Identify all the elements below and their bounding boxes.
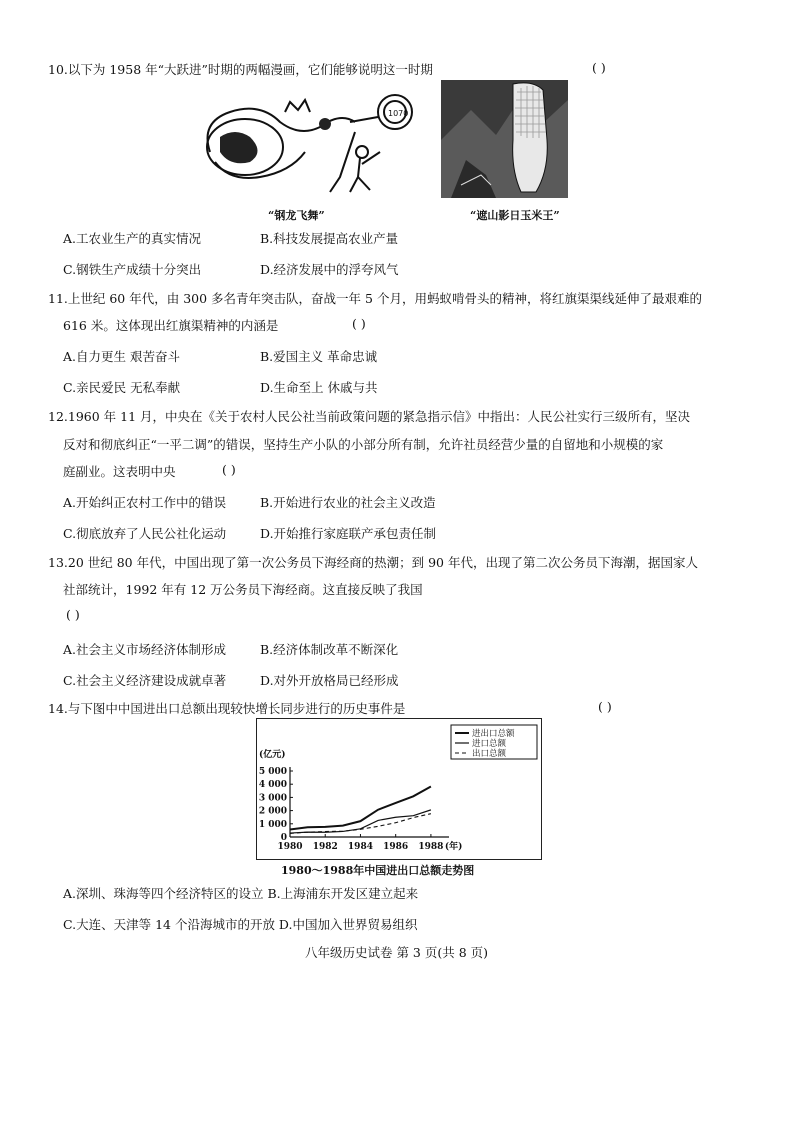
x-tick-label: 1984 <box>347 842 373 852</box>
q13-stem-line2: 社部统计，1992 年有 12 万公务员下海经商。这直接反映了我国 <box>63 582 423 597</box>
x-tick-label: 1982 <box>312 842 338 852</box>
q12-stem-line2: 反对和彻底纠正“一平二调”的错误，坚持生产小队的小部分所有制，允许社员经营少量的自留地和小规模的家 <box>63 437 664 452</box>
q11-stem-line1: 11.上世纪 60 年代，由 300 多名青年突击队，奋战一年 5 个月，用蚂蚁啃骨头的精神，将红旗渠渠线延伸了最艰难的 <box>48 291 702 306</box>
q13-option-c[interactable]: C.社会主义经济建设成就卓著 <box>63 673 227 688</box>
q10-stem: 10.以下为 1958 年“大跃进”时期的两幅漫画，它们能够说明这一时期 <box>48 62 433 77</box>
x-axis-label: (年) <box>444 842 463 852</box>
trade-chart-frame <box>256 718 542 860</box>
q14-answer-paren: ( ) <box>598 699 612 714</box>
x-tick-label: 1986 <box>383 842 409 852</box>
y-tick-label: 4 000 <box>258 780 287 791</box>
q14-option-cd[interactable]: C.大连、天津等 14 个沿海城市的开放 D.中国加入世界贸易组织 <box>63 917 418 932</box>
y-tick-label: 2 000 <box>258 806 287 817</box>
series-line-2 <box>290 814 431 834</box>
page-footer: 八年级历史试卷 第 3 页(共 8 页) <box>304 945 489 960</box>
q13-stem-line1: 13.20 世纪 80 年代，中国出现了第一次公务员下海经商的热潮；到 90 年代，出现了第二次公务员下海潮，据国家人 <box>48 555 698 570</box>
q12-option-d[interactable]: D.开始推行家庭联产承包责任制 <box>260 526 437 541</box>
q12-option-b[interactable]: B.开始进行农业的社会主义改造 <box>260 495 436 510</box>
legend-label-0: 进出口总额 <box>472 729 515 739</box>
x-tick-label: 1980 <box>277 842 303 852</box>
trade-line-chart <box>257 719 541 859</box>
q13-option-b[interactable]: B.经济体制改革不断深化 <box>260 642 399 657</box>
q10-option-d[interactable]: D.经济发展中的浮夸风气 <box>260 262 399 277</box>
q11-option-a[interactable]: A.自力更生 艰苦奋斗 <box>63 349 180 364</box>
q12-stem-line1: 12.1960 年 11 月，中央在《关于农村人民公社当前政策问题的紧急指示信》中指出：人民公社实行三级所有，坚决 <box>48 409 691 424</box>
chart-caption: 1980～1988年中国进出口总额走势图 <box>281 864 475 877</box>
series-line-0 <box>290 787 431 830</box>
q10-option-a[interactable]: A.工农业生产的真实情况 <box>63 231 202 246</box>
q14-option-ab[interactable]: A.深圳、珠海等四个经济特区的设立 B.上海浦东开发区建立起来 <box>63 886 419 901</box>
q11-option-d[interactable]: D.生命至上 休戚与共 <box>260 380 378 395</box>
q12-answer-paren: ( ) <box>222 462 236 477</box>
q11-stem-line2: 616 米。这体现出红旗渠精神的内涵是 <box>63 318 279 333</box>
q13-answer-paren: ( ) <box>66 607 80 622</box>
q12-option-c[interactable]: C.彻底放弃了人民公社化运动 <box>63 526 227 541</box>
legend-label-2: 出口总额 <box>472 749 507 759</box>
q11-option-b[interactable]: B.爱国主义 革命忠诚 <box>260 349 378 364</box>
svg-text:1070: 1070 <box>388 109 409 118</box>
y-tick-label: 5 000 <box>258 767 287 777</box>
cartoon2-caption: “遮山影日玉米王” <box>470 209 560 222</box>
q10-option-b[interactable]: B.科技发展提高农业产量 <box>260 231 399 246</box>
legend-label-1: 进口总额 <box>472 739 507 749</box>
q13-option-a[interactable]: A.社会主义市场经济体制形成 <box>63 642 227 657</box>
y-tick-label: 3 000 <box>258 793 287 804</box>
q14-stem: 14.与下图中中国进出口总额出现较快增长同步进行的历史事件是 <box>48 701 406 716</box>
y-tick-label: 0 <box>280 833 287 843</box>
cartoon1-caption: “钢龙飞舞” <box>268 209 325 222</box>
q11-answer-paren: ( ) <box>352 316 366 331</box>
q10-option-c[interactable]: C.钢铁生产成绩十分突出 <box>63 262 202 277</box>
q12-stem-line3: 庭副业。这表明中央 <box>63 464 176 479</box>
corn-king-cartoon <box>441 80 568 198</box>
steel-dragon-cartoon <box>190 82 415 202</box>
y-tick-label: 1 000 <box>258 819 287 830</box>
q10-answer-paren: ( ) <box>592 60 606 75</box>
q12-option-a[interactable]: A.开始纠正农村工作中的错误 <box>63 495 227 510</box>
q13-option-d[interactable]: D.对外开放格局已经形成 <box>260 673 399 688</box>
x-tick-label: 1988 <box>418 842 444 852</box>
y-axis-label: (亿元) <box>259 750 286 760</box>
q11-option-c[interactable]: C.亲民爱民 无私奉献 <box>63 380 181 395</box>
